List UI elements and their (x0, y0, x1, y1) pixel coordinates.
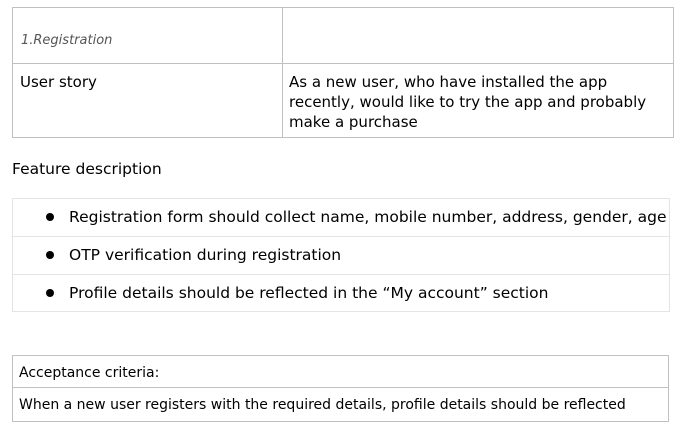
feature-title: 1.Registration (21, 33, 113, 48)
acceptance-criteria-text: When a new user registers with the required details, profile details should be reflected (19, 397, 626, 413)
table-cell (13, 8, 283, 63)
list-item (13, 275, 669, 313)
acceptance-criteria-table (12, 355, 669, 422)
acceptance-criteria-heading: Acceptance criteria: (19, 365, 160, 381)
list-item-text: Profile details should be reflected in the “My account” section (69, 284, 549, 302)
bullet-icon (46, 289, 54, 297)
table-cell (13, 64, 283, 138)
table-row (13, 356, 668, 388)
feature-description-heading: Feature description (12, 160, 162, 178)
table-cell-empty (283, 8, 673, 63)
user-story-label: User story (20, 73, 97, 91)
table-row (13, 8, 673, 64)
list-item-text: Registration form should collect name, mobile number, address, gender, age (69, 208, 667, 226)
table-cell (283, 64, 673, 138)
bullet-icon (46, 213, 54, 221)
user-story-table (12, 7, 674, 138)
list-item (13, 237, 669, 275)
list-item (13, 199, 669, 237)
feature-list (12, 198, 670, 312)
list-item-text: OTP verification during registration (69, 246, 342, 264)
table-row (13, 64, 673, 138)
bullet-icon (46, 251, 54, 259)
table-row (13, 388, 668, 421)
user-story-text: As a new user, who have installed the app recently, would like to try the app and probably make a purchase (289, 73, 647, 131)
